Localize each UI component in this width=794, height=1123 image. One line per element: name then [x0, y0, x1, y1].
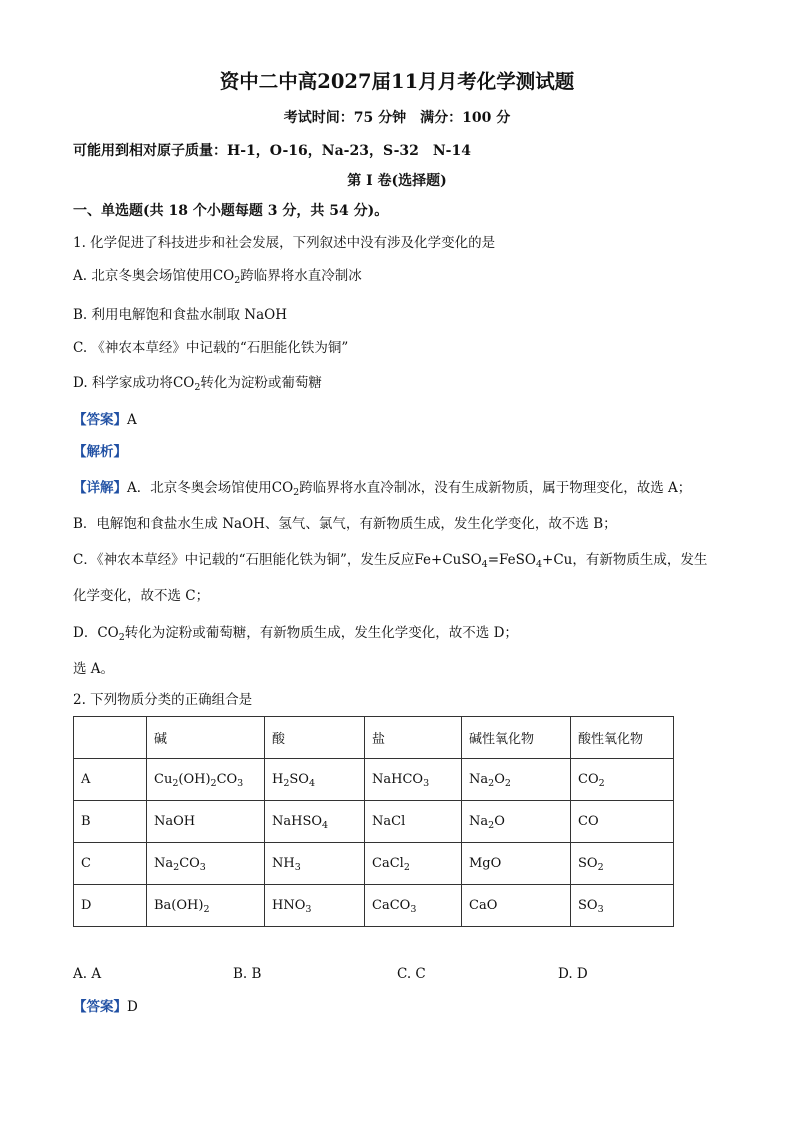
detail-tag: 【详解】 [73, 480, 127, 496]
table-cell: B [74, 801, 147, 843]
co2-formula: $CO_2$ [172, 375, 201, 393]
classification-table [73, 716, 674, 927]
q2-choice-a: A. A [73, 966, 102, 982]
q1-conclusion: 选 A。 [73, 661, 115, 677]
table-cell: $CO_2$ [571, 759, 674, 801]
answer-value: D [127, 999, 138, 1015]
detail-a-pre: A．北京冬奥会场馆使用 [127, 480, 272, 496]
co2-formula: $CO_2$ [97, 625, 125, 643]
table-cell: CO [571, 801, 674, 843]
q1-detail-c [73, 551, 707, 569]
answer-tag: 【答案】 [73, 999, 127, 1015]
q1-option-d-post: 转化为淀粉或葡萄糖 [200, 375, 322, 391]
table-header-cell [74, 717, 147, 759]
table-cell: D [74, 885, 147, 927]
table-cell: C [74, 843, 147, 885]
q1-answer [73, 411, 137, 429]
q1-option-d [73, 374, 322, 392]
detail-c-pre: C．《神农本草经》中记载的“石胆能化铁为铜”，发生反应 [73, 552, 415, 568]
co2-formula: $CO_2$ [212, 268, 241, 286]
q1-detail-d [73, 624, 518, 642]
detail-c-post: ，有新物质生成，发生 [572, 552, 708, 568]
table-header-cell: 盐 [365, 717, 462, 759]
q1-stem: 1. 化学促进了科技进步和社会发展，下列叙述中没有涉及化学变化的是 [73, 235, 496, 251]
q1-option-d-pre: D. 科学家成功将 [73, 375, 173, 391]
table-cell: MgO [462, 843, 571, 885]
table-cell: NaOH [147, 801, 265, 843]
q2-choice-d: D. D [558, 966, 588, 982]
table-cell: $SO_3$ [571, 885, 674, 927]
table-cell: $HNO_3$ [265, 885, 365, 927]
section-title: 一、单选题(共 18 个小题每题 3 分，共 54 分)。 [73, 203, 389, 219]
table-cell: $Na_2O_2$ [462, 759, 571, 801]
table-cell: A [74, 759, 147, 801]
table-header-cell: 碱 [147, 717, 265, 759]
table-cell: CaCl$_2$ [365, 843, 462, 885]
document-title: 资中二中高2027届11月月考化学测试题 [219, 70, 575, 93]
analysis-tag: 【解析】 [73, 444, 127, 460]
table-cell: NaHCO$_3$ [365, 759, 462, 801]
table-header-cell: 酸性氧化物 [571, 717, 674, 759]
q2-answer [73, 998, 138, 1016]
table-cell: $SO_2$ [571, 843, 674, 885]
table-cell: CaCO$_3$ [365, 885, 462, 927]
table-header-row [74, 717, 674, 759]
q1-detail-b: B．电解饱和食盐水生成 NaOH、氢气、氯气，有新物质生成，发生化学变化，故不选 B； [73, 516, 617, 532]
q1-option-c: C. 《神农本草经》中记载的“石胆能化铁为铜” [73, 340, 349, 356]
reaction-equation: Fe+CuSO$_4$=FeSO$_4$+Cu [414, 552, 573, 570]
detail-d-pre: D． [73, 625, 98, 641]
q1-option-a-post: 跨临界将水直冷制冰 [240, 268, 362, 284]
table-cell: NaHSO$_4$ [265, 801, 365, 843]
q1-detail-c-cont: 化学变化，故不选 C； [73, 588, 210, 604]
q2-choice-b: B. B [233, 966, 262, 982]
q1-analysis [73, 443, 127, 461]
detail-a-post: 跨临界将水直冷制冰，没有生成新物质，属于物理变化，故选 A； [299, 480, 692, 496]
table-row [74, 843, 674, 885]
q1-detail-a [73, 479, 691, 497]
table-cell: $Na_2O$ [462, 801, 571, 843]
table-cell: $Na_2CO_3$ [147, 843, 265, 885]
table-row [74, 801, 674, 843]
table-cell: $Cu_2(OH)_2CO_3$ [147, 759, 265, 801]
answer-value: A [127, 412, 137, 428]
table-cell: $NH_3$ [265, 843, 365, 885]
detail-d-post: 转化为淀粉或葡萄糖，有新物质生成，发生化学变化，故不选 D； [124, 625, 518, 641]
q1-option-a [73, 267, 362, 285]
part-title: 第 I 卷(选择题) [347, 173, 447, 189]
q1-option-b: B. 利用电解饱和食盐水制取 NaOH [73, 307, 287, 323]
exam-info: 考试时间：75 分钟 满分：100 分 [283, 110, 511, 126]
q1-option-a-pre: A. 北京冬奥会场馆使用 [73, 268, 213, 284]
table-header-cell: 碱性氧化物 [462, 717, 571, 759]
q2-choice-c: C. C [397, 966, 426, 982]
table-cell: CaO [462, 885, 571, 927]
table-row [74, 759, 674, 801]
table-row [74, 885, 674, 927]
q2-stem: 2. 下列物质分类的正确组合是 [73, 692, 253, 708]
table-header-cell: 酸 [265, 717, 365, 759]
table-cell: $H_2SO_4$ [265, 759, 365, 801]
table-cell: NaCl [365, 801, 462, 843]
answer-tag: 【答案】 [73, 412, 127, 428]
atomic-masses: 可能用到相对原子质量：H-1，O-16，Na-23，S-32 N-14 [73, 143, 471, 159]
table-cell: $Ba(OH)_2$ [147, 885, 265, 927]
co2-formula: $CO_2$ [271, 480, 300, 498]
